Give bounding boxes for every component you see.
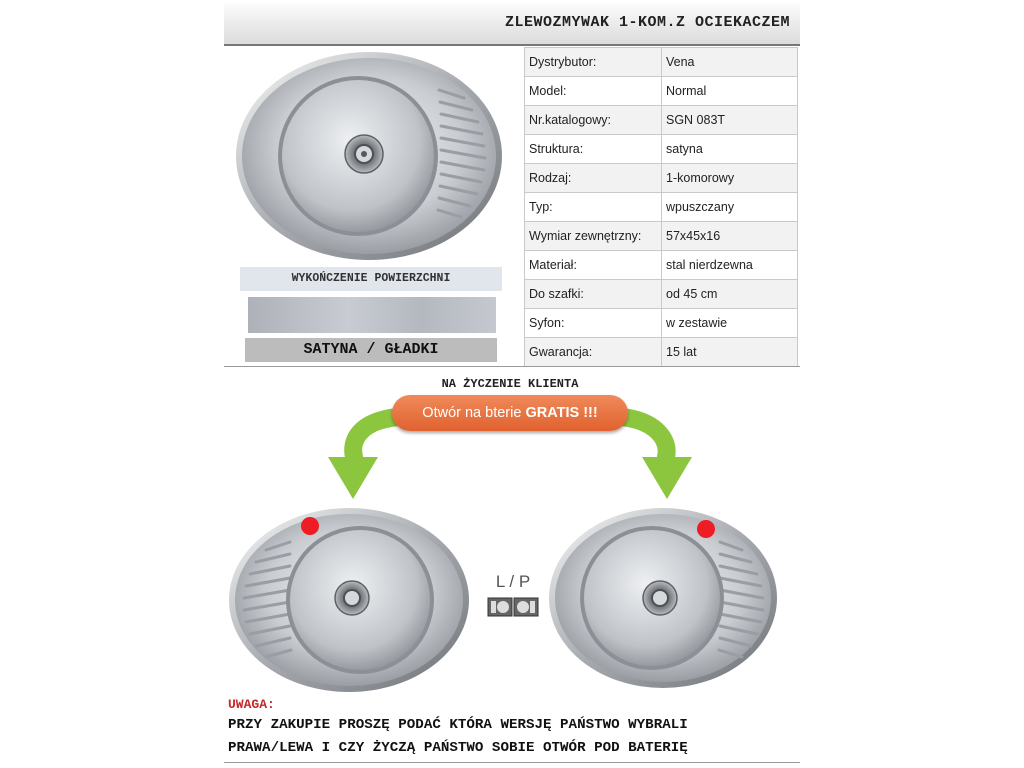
spec-row [525,309,798,338]
spec-row [525,106,798,135]
spec-value: 57x45x16 [662,222,798,251]
spec-row [525,280,798,309]
spec-key: Nr.katalogowy: [525,106,662,135]
spec-row [525,48,798,77]
section-divider [224,366,800,367]
spec-key: Gwarancja: [525,338,662,367]
spec-key: Wymiar zewnętrzny: [525,222,662,251]
offer-bold: GRATIS !!! [525,405,598,421]
spec-key: Syfon: [525,309,662,338]
spec-row [525,251,798,280]
spec-row [525,77,798,106]
spec-value: satyna [662,135,798,164]
offer-text: Otwór na bterie [422,405,522,421]
spec-key: Struktura: [525,135,662,164]
spec-key: Materiał: [525,251,662,280]
spec-value: 15 lat [662,338,798,367]
spec-row [525,222,798,251]
green-arrow-icon [353,417,398,457]
sink-product-image [234,50,504,262]
spec-key: Typ: [525,193,662,222]
spec-row [525,193,798,222]
finish-label: WYKOŃCZENIE POWIERZCHNI [240,267,502,291]
spec-row [525,164,798,193]
spec-row [525,338,798,367]
green-arrow-icon [642,457,692,499]
warning-line-1: PRZY ZAKUPIE PROSZĘ PODAĆ KTÓRA WERSJĘ PAŃSTWO WYBRALI [228,717,688,733]
left-version-sink-icon [228,506,470,694]
reversible-sink-icon [487,597,539,617]
spec-value: stal nierdzewna [662,251,798,280]
spec-value: SGN 083T [662,106,798,135]
lp-label: L / P [495,572,531,591]
client-request-note: NA ŻYCZENIE KLIENTA [441,377,579,391]
tap-hole-marker-icon [697,520,715,538]
spec-key: Rodzaj: [525,164,662,193]
spec-value: Normal [662,77,798,106]
spec-key: Dystrybutor: [525,48,662,77]
spec-key: Model: [525,77,662,106]
warning-title: UWAGA: [228,697,275,712]
spec-table [524,47,798,367]
spec-value: od 45 cm [662,280,798,309]
bottom-divider [224,762,800,763]
finish-name: SATYNA / GŁADKI [245,338,497,362]
green-arrow-icon [328,457,378,499]
green-arrow-icon [622,417,667,457]
spec-value: w zestawie [662,309,798,338]
warning-line-2: PRAWA/LEWA I CZY ŻYCZĄ PAŃSTWO SOBIE OTWÓR POD BATERIĘ [228,740,688,756]
right-version-sink-icon [548,506,778,690]
product-title: ZLEWOZMYWAK 1-KOM.Z OCIEKACZEM [504,14,790,31]
spec-value: Vena [662,48,798,77]
spec-row [525,135,798,164]
header-bar [224,0,800,46]
spec-value: wpuszczany [662,193,798,222]
spec-key: Do szafki: [525,280,662,309]
spec-value: 1-komorowy [662,164,798,193]
gratis-offer-badge [392,395,628,431]
tap-hole-marker-icon [301,517,319,535]
finish-swatch [248,297,496,333]
